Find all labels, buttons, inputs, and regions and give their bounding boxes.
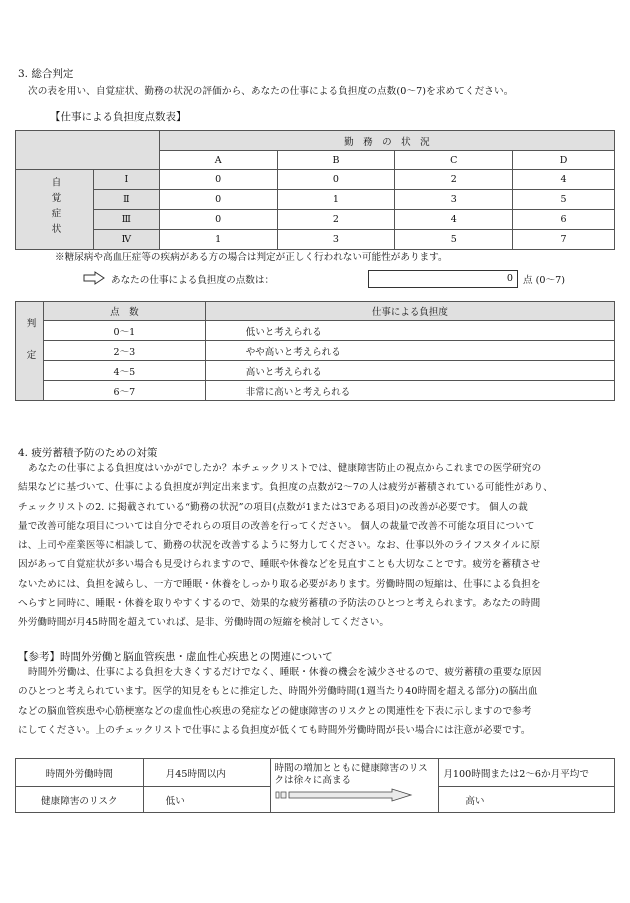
table-row (16, 381, 615, 401)
judgement-table (15, 301, 615, 401)
table-row (16, 190, 615, 210)
table-cell: 0 (277, 170, 395, 190)
reference-line: などの脳血管疾患や心筋梗塞などの虚血性心疾患の発症などの健康障害のリスクとの関連性を下表に示しますので参考 (18, 705, 532, 717)
table-cell: 1 (159, 230, 277, 250)
symptom-group-label: 自覚症状 (16, 170, 94, 250)
section4-line: 外労働時間が月45時間を超えていれば、是非、労働時間の短縮を検討してください。 (18, 617, 390, 629)
burden-cell: 高いと考えられる (205, 361, 614, 381)
row-label: Ⅲ (93, 210, 159, 230)
column-header-c: C (395, 151, 513, 170)
risk-high-value: 高い (439, 787, 615, 813)
section4-body (18, 459, 608, 633)
table-row (16, 230, 615, 250)
disease-note: ※糖尿病や高血圧症等の疾病がある方の場合は判定が正しく行われない可能性があります。 (55, 252, 448, 263)
table-row (16, 210, 615, 230)
score-table-caption: 【仕事による負担度点数表】 (50, 111, 187, 123)
points-cell: 2〜3 (43, 341, 205, 361)
table-cell: 4 (395, 210, 513, 230)
table-cell: 0 (159, 190, 277, 210)
column-header-b: B (277, 151, 395, 170)
section4-line: 因があって自覚症状が多い場合も見受けられますので、睡眠や休養などを見直すことも大切なことです。疲労を蓄積させ (18, 559, 541, 571)
burden-cell: やや高いと考えられる (205, 341, 614, 361)
points-cell: 6〜7 (43, 381, 205, 401)
section4-line: へらすと同時に、睡眠・休養を取りやすくするので、効果的な疲労蓄積の予防法のひとつと考えられます。あなたの時間 (18, 598, 541, 610)
overtime-low-value: 月45時間以内 (143, 759, 271, 787)
reference-title: 【参考】時間外労働と脳血管疾患・虚血性心疾患との関連について (18, 651, 333, 663)
column-header-d: D (513, 151, 615, 170)
arrow-right-icon (83, 271, 105, 285)
burden-cell: 非常に高いと考えられる (205, 381, 614, 401)
score-output-field[interactable]: 0 (368, 270, 518, 288)
risk-low-value: 低い (143, 787, 271, 813)
table-cell: 5 (513, 190, 615, 210)
judgement-group-label: 判定 (16, 302, 44, 401)
score-table-corner (16, 131, 160, 170)
table-cell: 5 (395, 230, 513, 250)
table-cell: 3 (277, 230, 395, 250)
points-header: 点 数 (43, 302, 205, 321)
section3-title: 3. 総合判定 (18, 68, 74, 80)
health-risk-label: 健康障害のリスク (16, 787, 144, 813)
overtime-hours-label: 時間外労働時間 (16, 759, 144, 787)
section4-line: チェックリストの2. に掲載されている“勤務の状況”の項目(点数が1または3である項目)の改善が必要です。 個人の裁 (18, 501, 528, 513)
section4-line: 量で改善可能な項目については自分でそれらの項目の改善を行ってください。 個人の裁量で改善不可能な項目について (18, 520, 535, 532)
table-row (16, 361, 615, 381)
score-result-row (83, 270, 603, 288)
burden-header: 仕事による負担度 (205, 302, 614, 321)
table-cell: 4 (513, 170, 615, 190)
table-cell: 6 (513, 210, 615, 230)
points-cell: 4〜5 (43, 361, 205, 381)
section4-line: は、上司や産業医等に相談して、勤務の状況を改善するように努力してください。なお、仕事以外のライフスタイルに原 (18, 540, 541, 552)
overtime-risk-table (15, 758, 615, 813)
table-row (16, 341, 615, 361)
row-label: Ⅱ (93, 190, 159, 210)
risk-trend-text: 時間の増加とともに健康障害のリスクは徐々に高まる (274, 763, 428, 786)
points-cell: 0〜1 (43, 321, 205, 341)
section4-line: あなたの仕事による負担度はいかがでしたか？本チェックリストでは、健康障害防止の視点からこれまでの医学研究の (28, 463, 542, 474)
score-label: あなたの仕事による負担度の点数は： (111, 275, 275, 286)
row-label: Ⅳ (93, 230, 159, 250)
table-row (16, 321, 615, 341)
table-cell: 1 (277, 190, 395, 210)
reference-line: にしてください。上のチェックリストで仕事による負担度が低くても時間外労働時間が長い場合には注意が必要です。 (18, 724, 531, 736)
score-table (15, 130, 615, 250)
table-cell: 0 (159, 170, 277, 190)
table-cell: 0 (159, 210, 277, 230)
table-cell: 2 (395, 170, 513, 190)
section4-title: 4. 疲労蓄積予防のための対策 (18, 447, 158, 459)
section4-line: ないためには、負担を減らし、一方で睡眠・休養をしっかり取る必要があります。労働時間の短縮は、仕事による負担を (18, 578, 541, 590)
column-header-a: A (159, 151, 277, 170)
score-unit: 点 (0〜7) (523, 275, 565, 286)
overtime-high-value: 月100時間または2〜6か月平均で (439, 759, 615, 787)
reference-line: のひとつと考えられています。医学的知見をもとに推定した、時間外労働時間(1週当たり40時間を超える部分)の脳出血 (18, 686, 538, 698)
increasing-risk-arrow-icon (274, 788, 414, 802)
reference-body (18, 663, 608, 740)
row-label: Ⅰ (93, 170, 159, 190)
burden-cell: 低いと考えられる (205, 321, 614, 341)
work-status-header: 勤 務 の 状 況 (159, 131, 614, 151)
section3-intro: 次の表を用い、自覚症状、勤務の状況の評価から、あなたの仕事による負担度の点数(0〜7)を求めてください。 (28, 86, 514, 97)
reference-line: 時間外労働は、仕事による負担を大きくするだけでなく、睡眠・休養の機会を減少させるので、疲労蓄積の重要な原因 (28, 667, 542, 678)
risk-trend-cell (271, 759, 439, 813)
table-cell: 2 (277, 210, 395, 230)
section4-line: 結果などに基づいて、仕事による負担度が判定出来ます。負担度の点数が2〜7の人は疲労が蓄積されている可能性があり、 (18, 482, 553, 494)
table-cell: 7 (513, 230, 615, 250)
table-row (16, 170, 615, 190)
table-cell: 3 (395, 190, 513, 210)
